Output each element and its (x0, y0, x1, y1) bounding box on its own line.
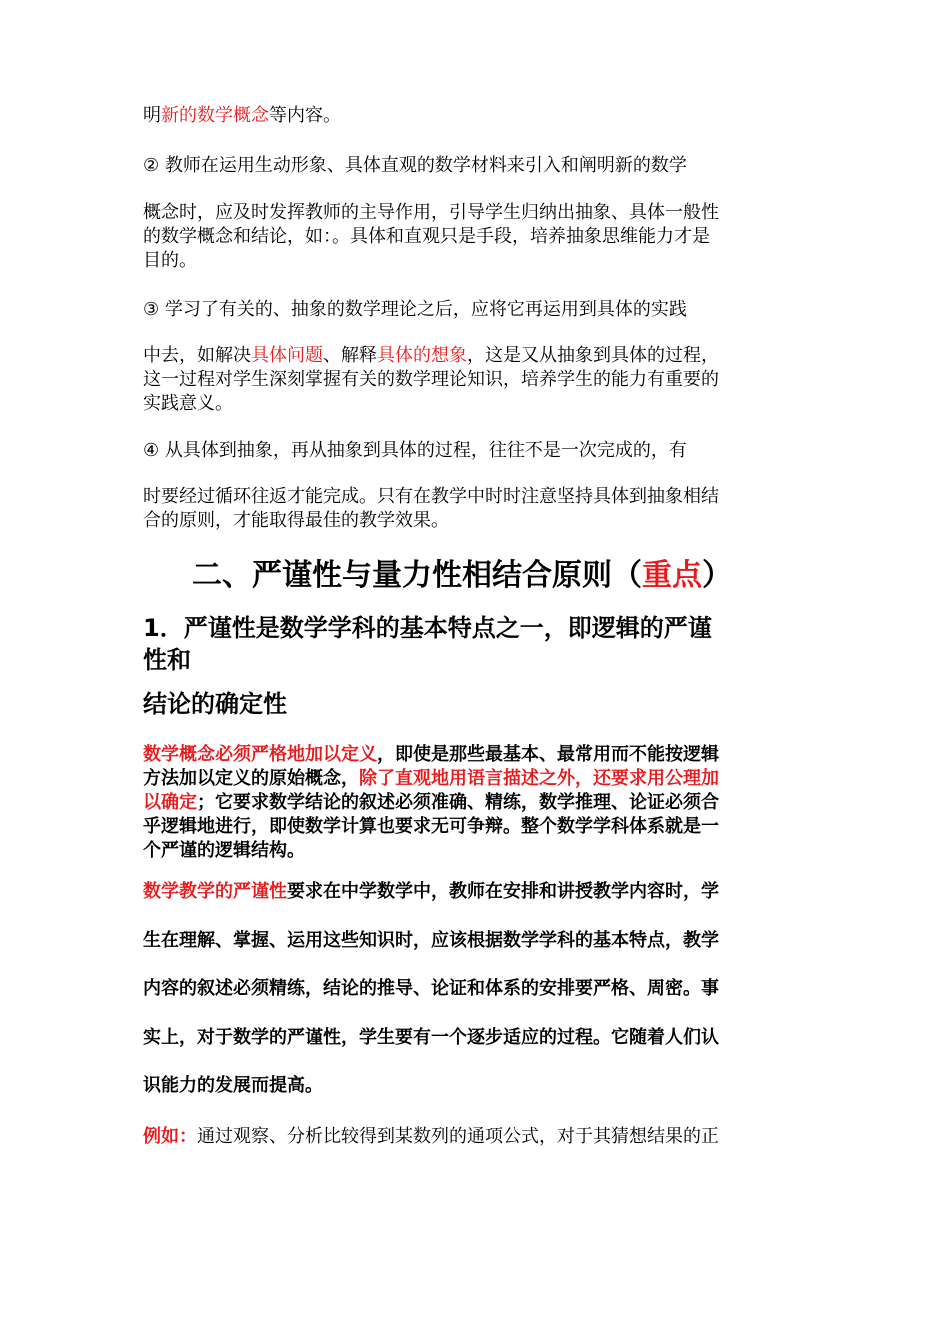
section-heading (192, 556, 732, 596)
paragraph-line (143, 344, 823, 368)
paragraph-line: 识能力的发展而提高。 (143, 1075, 323, 1096)
highlight-text: 以确定 (143, 792, 197, 813)
highlight-text: 除了直观地用语言描述之外，还要求用公理加 (359, 768, 719, 789)
text: 明 (143, 105, 161, 126)
text: ，这是又从抽象到具体的过程， (467, 345, 719, 366)
text: 通过观察、分析比较得到某数列的通项公式，对于其猜想结果的正 (197, 1126, 719, 1147)
paragraph-line (143, 1125, 823, 1149)
text: 方法加以定义的原始概念， (143, 768, 359, 789)
heading-highlight: 重点 (642, 558, 702, 593)
paragraph-line: 目的。 (143, 250, 197, 271)
highlight-text: 数学教学的严谨性 (143, 881, 287, 902)
text: 要求在中学数学中，教师在安排和讲授教学内容时，学 (287, 881, 719, 902)
paragraph-line (143, 743, 823, 767)
paragraph-line: ② 教师在运用生动形象、具体直观的数学材料来引入和阐明新的数学 (143, 155, 687, 176)
highlight-text: 数学概念必须严格地加以定义 (143, 744, 377, 765)
paragraph-line (143, 104, 823, 128)
subheading-line: 结论的确定性 (143, 690, 287, 718)
text: 、解释 (323, 345, 377, 366)
paragraph-line (143, 880, 823, 904)
highlight-text: 具体的想象 (377, 345, 467, 366)
paragraph-line: 内容的叙述必须精练，结论的推导、论证和体系的安排要严格、周密。事 (143, 978, 719, 999)
text: 等内容。 (269, 105, 341, 126)
paragraph-line: 生在理解、掌握、运用这些知识时，应该根据数学学科的基本特点，教学 (143, 930, 719, 951)
highlight-text: 例如： (143, 1126, 197, 1147)
paragraph-line (143, 767, 823, 791)
text: 中去，如解决 (143, 345, 251, 366)
paragraph-line: ④ 从具体到抽象，再从抽象到具体的过程，往往不是一次完成的，有 (143, 440, 687, 461)
paragraph-line: 个严谨的逻辑结构。 (143, 840, 305, 861)
subheading-line: 1．严谨性是数学学科的基本特点之一，即逻辑的严谨 (143, 614, 712, 642)
paragraph-line: 时要经过循环往返才能完成。只有在教学中时时注意坚持具体到抽象相结 (143, 486, 719, 507)
highlight-text: 具体问题 (251, 345, 323, 366)
paragraph-line: 合的原则，才能取得最佳的教学效果。 (143, 510, 449, 531)
paragraph-line: 概念时，应及时发挥教师的主导作用，引导学生归纳出抽象、具体一般性 (143, 202, 719, 223)
paragraph-line: ③ 学习了有关的、抽象的数学理论之后，应将它再运用到具体的实践 (143, 299, 687, 320)
highlight-text: 新的数学概念 (161, 105, 269, 126)
paragraph-line: 实上，对于数学的严谨性，学生要有一个逐步适应的过程。它随着人们认 (143, 1027, 719, 1048)
paragraph-line: 乎逻辑地进行，即使数学计算也要求无可争辩。整个数学学科体系就是一 (143, 816, 719, 837)
paragraph-line (143, 791, 823, 815)
heading-text: 二、严谨性与量力性相结合原则（ (192, 558, 642, 593)
paragraph-line: 这一过程对学生深刻掌握有关的数学理论知识，培养学生的能力有重要的 (143, 369, 719, 390)
paragraph-line: 实践意义。 (143, 393, 233, 414)
subheading-line: 性和 (143, 646, 191, 674)
text: ；它要求数学结论的叙述必须准确、精练，数学推理、论证必须合 (197, 792, 719, 813)
paragraph-line: 的数学概念和结论，如：。具体和直观只是手段，培养抽象思维能力才是 (143, 226, 710, 247)
heading-text: ） (702, 558, 732, 593)
text: ，即使是那些最基本、最常用而不能按逻辑 (377, 744, 719, 765)
